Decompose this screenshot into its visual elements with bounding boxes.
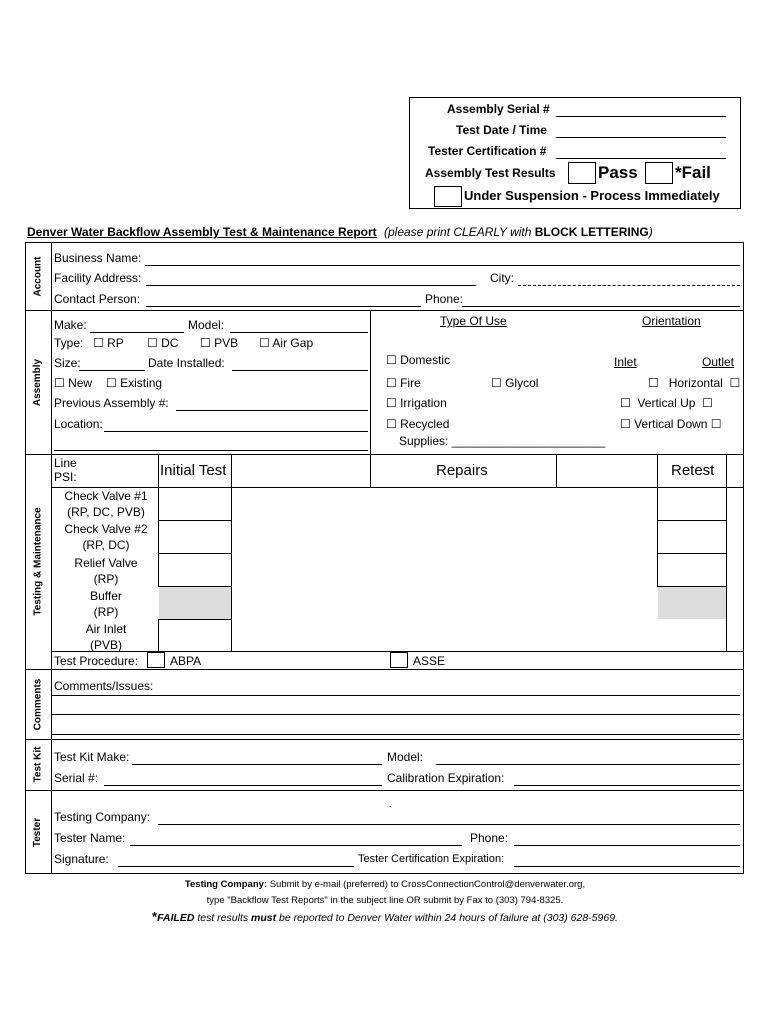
- title-note-prefix: (please print CLEARLY with: [384, 225, 535, 239]
- test-procedure-label: Test Procedure:: [54, 654, 139, 668]
- check-valve-2-label: Check Valve #2 (RP, DC): [64, 522, 148, 552]
- grid-v-repairs-right: [556, 454, 557, 487]
- footer-failed: FAILED: [157, 912, 195, 924]
- use-glycol-checkbox[interactable]: ☐ Glycol: [491, 376, 539, 390]
- contact-person-field[interactable]: [146, 294, 421, 307]
- orientation-vertical-up[interactable]: ☐ Vertical Up ☐: [620, 396, 713, 410]
- check-valve-1-label: Check Valve #1 (RP, DC, PVB): [64, 489, 148, 519]
- test-kit-make-label: Test Kit Make:: [54, 750, 130, 764]
- asse-label: ASSE: [413, 654, 446, 668]
- type-of-use-header: Type Of Use: [440, 314, 507, 328]
- orientation-header: Orientation: [642, 314, 701, 328]
- supplies-field[interactable]: Supplies: _______________________: [399, 434, 606, 448]
- business-name-label: Business Name:: [54, 251, 142, 265]
- city-field[interactable]: [518, 273, 740, 286]
- pass-label: Pass: [598, 163, 638, 182]
- tester-phone-label: Phone:: [470, 831, 509, 845]
- retest-check-valve-1-box[interactable]: [657, 487, 727, 521]
- retest-header: Retest: [671, 462, 715, 479]
- title-note-bold: BLOCK LETTERING: [534, 225, 649, 239]
- test-kit-model-label: Model:: [387, 750, 424, 764]
- testing-company-label: Testing Company:: [54, 810, 151, 824]
- abpa-label: ABPA: [170, 654, 202, 668]
- side-label-assembly: Assembly: [32, 358, 44, 406]
- calibration-field[interactable]: [514, 773, 740, 786]
- tester-cert-exp-label: Tester Certification Expiration:: [358, 853, 505, 865]
- repairs-header: Repairs: [436, 462, 488, 479]
- footer-submit-email: Submit by e-mail (preferred) to CrossConnectionControl@denverwater.org,: [267, 879, 586, 890]
- tester-name-label: Tester Name:: [54, 831, 126, 845]
- signature-field[interactable]: [118, 854, 354, 867]
- tester-phone-field[interactable]: [514, 833, 740, 846]
- new-checkbox[interactable]: ☐ New: [54, 376, 93, 390]
- location-field-extra[interactable]: [54, 450, 368, 451]
- use-fire-checkbox[interactable]: ☐ Fire: [386, 376, 421, 390]
- contact-person-label: Contact Person:: [54, 292, 141, 306]
- buffer-label: Buffer (RP): [90, 589, 122, 619]
- use-domestic-checkbox[interactable]: ☐ Domestic: [386, 353, 451, 367]
- footer-line-2: type "Backflow Test Reports" in the subject line OR submit by Fax to (303) 794-8325.: [206, 895, 564, 906]
- side-label-tester: Tester: [32, 817, 44, 847]
- assembly-column-divider: [370, 310, 371, 454]
- separator-testing: [25, 669, 744, 670]
- assembly-serial-label: Assembly Serial #: [447, 102, 550, 116]
- asse-checkbox[interactable]: [390, 652, 408, 668]
- type-label: Type:: [54, 336, 84, 350]
- grid-v-retest-left: [657, 454, 658, 487]
- comments-line-1[interactable]: [51, 695, 740, 696]
- initial-air-inlet-box[interactable]: [158, 619, 232, 652]
- separator-comments: [25, 739, 744, 740]
- account-phone-field[interactable]: [462, 294, 740, 307]
- test-results-label: Assembly Test Results: [425, 166, 556, 180]
- tester-cert-exp-field[interactable]: [514, 854, 740, 867]
- air-inlet-label: Air Inlet (PVB): [85, 622, 127, 652]
- initial-buffer-box: [159, 587, 231, 619]
- tester-name-field[interactable]: [130, 833, 462, 846]
- calibration-label: Calibration Expiration:: [387, 771, 505, 785]
- facility-address-field[interactable]: [146, 273, 476, 286]
- business-name-field[interactable]: [145, 253, 740, 266]
- pass-checkbox[interactable]: [568, 162, 596, 184]
- tester-dot: .: [389, 799, 392, 809]
- suspension-label: Under Suspension - Process Immediately: [464, 188, 720, 203]
- side-label-testing: Testing & Maintenance: [32, 507, 44, 616]
- footer-report-phone: be reported to Denver Water within 24 hours of failure at (303) 628-5969.: [276, 912, 618, 924]
- footer-test-results: test results: [194, 912, 252, 924]
- grid-v-repairs-left: [370, 454, 371, 487]
- test-date-label: Test Date / Time: [456, 123, 547, 137]
- tester-cert-field[interactable]: [556, 146, 726, 159]
- inlet-label: Inlet: [614, 355, 637, 369]
- type-pvb-checkbox[interactable]: ☐ PVB: [200, 336, 239, 350]
- location-field[interactable]: [104, 419, 368, 432]
- make-label: Make:: [54, 318, 87, 332]
- initial-relief-valve-box[interactable]: [158, 553, 232, 587]
- abpa-checkbox[interactable]: [147, 652, 165, 668]
- use-recycled-checkbox[interactable]: ☐ Recycled: [386, 417, 450, 431]
- separator-account: [25, 310, 744, 311]
- separator-testkit: [25, 790, 744, 791]
- outlet-label: Outlet: [702, 355, 735, 369]
- tester-cert-label: Tester Certification #: [428, 144, 547, 158]
- test-date-field[interactable]: [556, 125, 726, 138]
- initial-check-valve-1-box[interactable]: [158, 487, 232, 521]
- size-label: Size:: [54, 356, 81, 370]
- test-kit-serial-field[interactable]: [104, 773, 382, 786]
- fail-checkbox[interactable]: [645, 162, 673, 184]
- comments-line-2[interactable]: [51, 714, 740, 715]
- city-label: City:: [490, 271, 514, 285]
- testing-company-field[interactable]: [158, 812, 740, 825]
- signature-label: Signature:: [54, 852, 109, 866]
- side-label-testkit: Test Kit: [32, 746, 44, 783]
- footer-testing-company: Testing Company:: [184, 879, 268, 890]
- footer-must: must: [251, 912, 277, 924]
- side-label-account: Account: [32, 256, 44, 296]
- suspension-checkbox[interactable]: [434, 186, 462, 207]
- previous-assembly-field[interactable]: [176, 398, 368, 411]
- existing-checkbox[interactable]: ☐ Existing: [106, 376, 163, 390]
- report-title: Denver Water Backflow Assembly Test & Maintenance Report: [27, 225, 377, 239]
- use-irrigation-checkbox[interactable]: ☐ Irrigation: [386, 396, 447, 410]
- orientation-vertical-down[interactable]: ☐ Vertical Down ☐: [620, 417, 722, 431]
- title-note-suffix: ): [648, 225, 653, 239]
- side-label-comments: Comments: [32, 678, 44, 730]
- type-dc-checkbox[interactable]: ☐ DC: [147, 336, 179, 350]
- footer-star: *: [152, 909, 158, 924]
- comments-label: Comments/Issues:: [54, 679, 154, 693]
- grid-v-initial-left: [158, 454, 159, 487]
- test-kit-make-field[interactable]: [132, 752, 382, 765]
- size-field[interactable]: [79, 358, 145, 371]
- report-title-row: [27, 225, 653, 239]
- retest-relief-valve-box[interactable]: [657, 553, 727, 587]
- fail-label: *Fail: [675, 163, 711, 182]
- relief-valve-label: Relief Valve (RP): [74, 556, 138, 586]
- initial-check-valve-2-box[interactable]: [158, 520, 232, 554]
- account-phone-label: Phone:: [425, 292, 464, 306]
- footer-line-1: [0, 878, 770, 892]
- line-psi-label: Line PSI:: [54, 456, 77, 484]
- assembly-serial-field[interactable]: [556, 104, 726, 117]
- orientation-horizontal[interactable]: ☐ Horizontal ☐: [648, 376, 741, 390]
- separator-assembly: [25, 454, 744, 455]
- facility-address-label: Facility Address:: [54, 271, 142, 285]
- retest-check-valve-2-box[interactable]: [657, 520, 727, 554]
- model-field[interactable]: [230, 320, 368, 333]
- type-airgap-checkbox[interactable]: ☐ Air Gap: [259, 336, 314, 350]
- retest-buffer-box: [658, 587, 726, 619]
- date-installed-label: Date Installed:: [148, 356, 225, 370]
- type-rp-checkbox[interactable]: ☐ RP: [93, 336, 124, 350]
- make-field[interactable]: [90, 320, 184, 333]
- initial-test-header: Initial Test: [160, 462, 227, 479]
- repairs-area[interactable]: [232, 488, 656, 650]
- model-label: Model:: [188, 318, 225, 332]
- comments-line-3[interactable]: [51, 734, 740, 735]
- date-installed-field[interactable]: [232, 358, 368, 371]
- previous-assembly-label: Previous Assembly #:: [54, 396, 169, 410]
- location-label: Location:: [54, 417, 103, 431]
- footer-line-3: [0, 910, 770, 925]
- test-kit-serial-label: Serial #:: [54, 771, 99, 785]
- test-kit-model-field[interactable]: [436, 752, 740, 765]
- side-label-divider: [51, 242, 52, 874]
